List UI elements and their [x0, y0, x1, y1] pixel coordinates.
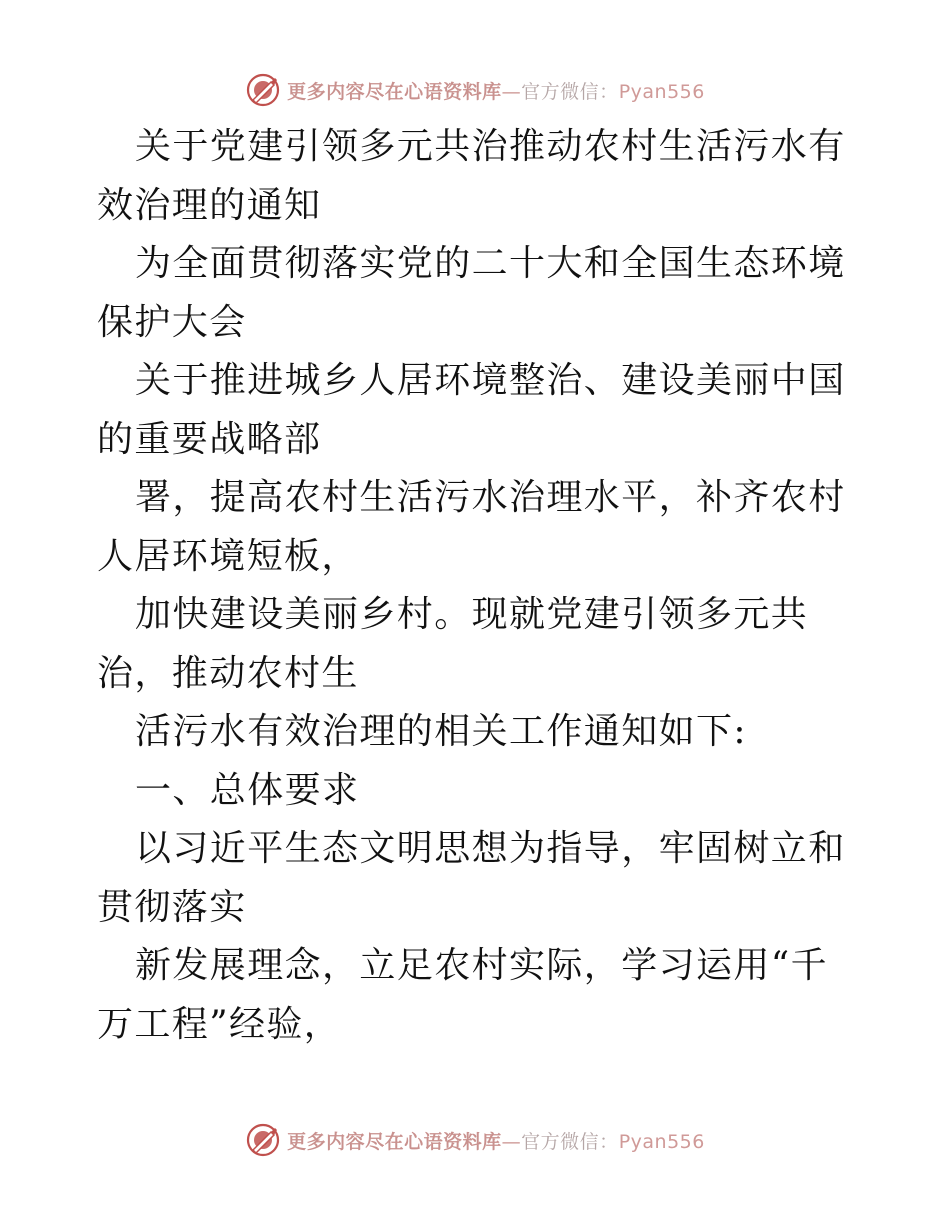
- watermark-dash: —: [501, 1130, 522, 1153]
- watermark-id: Pyan556: [618, 1130, 705, 1153]
- watermark-side: 官方微信：: [521, 80, 619, 103]
- watermark-dash: —: [501, 80, 522, 103]
- watermark-main: 更多内容尽在心语资料库: [287, 1130, 502, 1153]
- footer-watermark: [0, 1120, 950, 1160]
- pen-circle-logo-icon: [245, 1122, 281, 1158]
- paragraph: 关于推进城乡人居环境整治、建设美丽中国的重要战略部: [97, 360, 846, 460]
- paragraph: 为全面贯彻落实党的二十大和全国生态环境保护大会: [97, 243, 846, 343]
- header-watermark: [0, 70, 950, 110]
- watermark-side: 官方微信：: [521, 1130, 619, 1153]
- paragraph: 以习近平生态文明思想为指导，牢固树立和贯彻落实: [97, 828, 846, 928]
- paragraph: 活污水有效治理的相关工作通知如下:: [135, 711, 747, 752]
- document-body: [97, 118, 857, 1054]
- watermark-text: [287, 77, 705, 104]
- paragraph: 署，提高农村生活污水治理水平，补齐农村人居环境短板，: [97, 477, 846, 577]
- paragraph: 加快建设美丽乡村。现就党建引领多元共治，推动农村生: [97, 594, 809, 694]
- section-heading: 一、总体要求: [135, 769, 360, 811]
- paragraph-title: 关于党建引领多元共治推动农村生活污水有效治理的通知: [97, 126, 846, 226]
- watermark-id: Pyan556: [618, 80, 705, 103]
- watermark-main: 更多内容尽在心语资料库: [287, 80, 502, 103]
- watermark-text: [287, 1127, 705, 1154]
- pen-circle-logo-icon: [245, 72, 281, 108]
- paragraph: 新发展理念，立足农村实际，学习运用“千万工程”经验，: [97, 945, 829, 1045]
